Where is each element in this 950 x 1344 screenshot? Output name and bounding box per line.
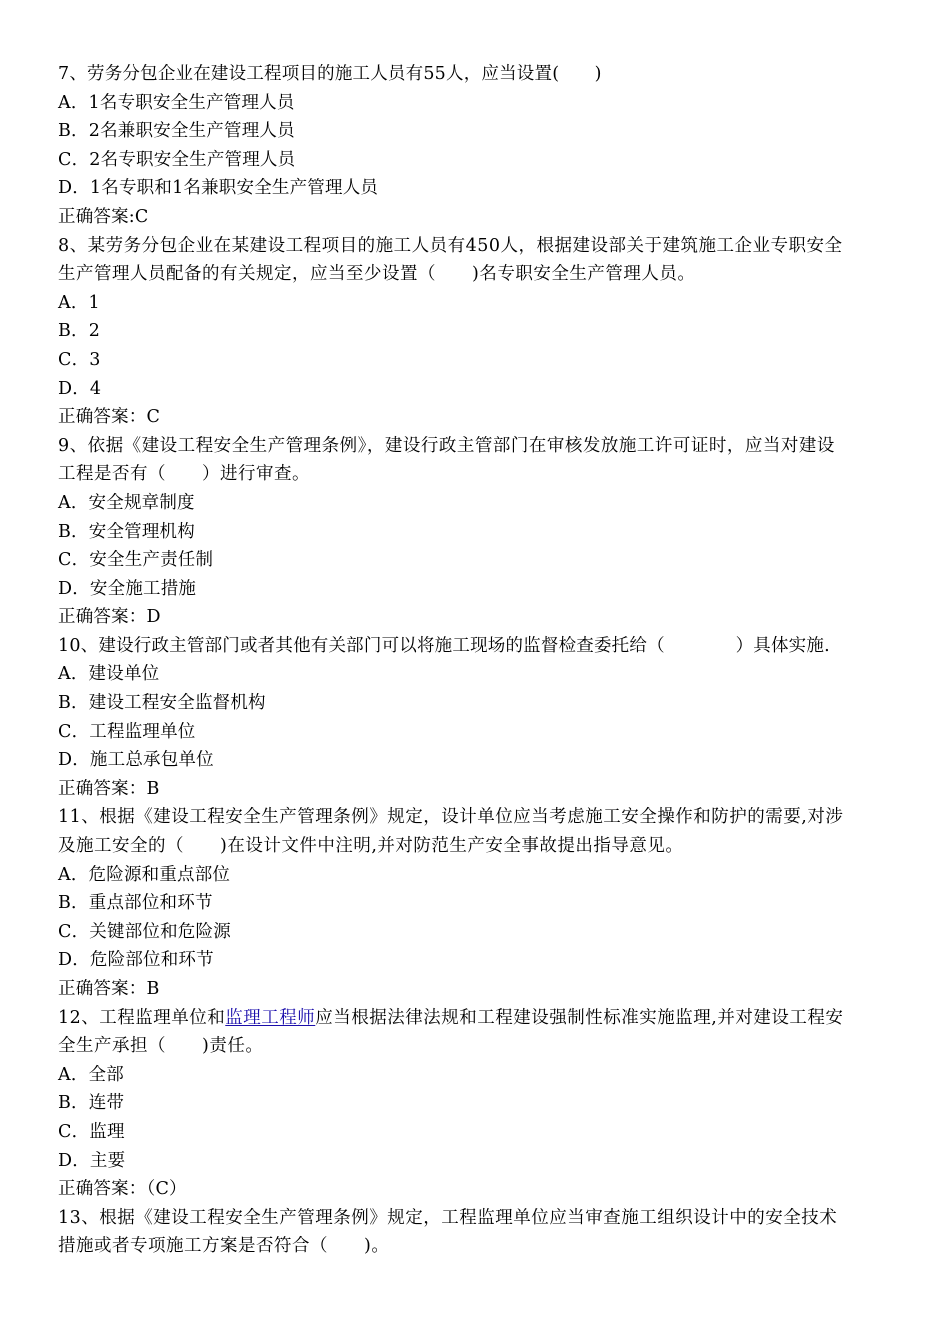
question-7-option-c: C．2名专职安全生产管理人员 <box>58 149 296 170</box>
question-11-option-b: B．重点部位和环节 <box>58 893 213 914</box>
supervising-engineer-link[interactable]: 监理工程师 <box>225 1007 316 1028</box>
question-9-option-a: A．安全规章制度 <box>58 492 195 513</box>
question-11-option-c: C．关键部位和危险源 <box>58 921 231 942</box>
question-9-stem-line-1: 9、依据《建设工程安全生产管理条例》，建设行政主管部门在审核发放施工许可证时，应当对建设 <box>58 435 835 456</box>
question-12-stem-prefix: 12、工程监理单位和 <box>58 1007 226 1028</box>
question-12-option-a: A．全部 <box>58 1064 124 1085</box>
question-12-option-c: C．监理 <box>58 1121 125 1142</box>
question-11-option-d: D．危险部位和环节 <box>58 950 214 971</box>
question-12-answer: 正确答案：（C） <box>58 1179 187 1200</box>
question-11-answer: 正确答案：B <box>58 979 160 999</box>
question-12-stem-line-2: 全生产承担（ )责任。 <box>58 1036 264 1057</box>
question-10-option-d: D．施工总承包单位 <box>58 750 214 771</box>
question-7-option-a: A．1名专职安全生产管理人员 <box>58 92 295 113</box>
question-8-option-b: B．2 <box>58 321 101 342</box>
question-12-stem-suffix: 应当根据法律法规和工程建设强制性标准实施监理,并对建设工程安 <box>315 1007 844 1028</box>
question-9-option-d: D．安全施工措施 <box>58 578 197 599</box>
question-10-answer: 正确答案：B <box>58 778 160 799</box>
question-11-stem-line-2: 及施工安全的（ )在设计文件中注明,并对防范生产安全事故提出指导意见。 <box>58 836 684 857</box>
question-9-answer: 正确答案：D <box>58 607 161 628</box>
question-7-answer: 正确答案:C <box>58 206 149 227</box>
question-13-stem-line-2: 措施或者专项施工方案是否符合（ )。 <box>58 1236 390 1257</box>
question-8-answer: 正确答案：C <box>58 407 161 428</box>
question-8-stem-line-2: 生产管理人员配备的有关规定，应当至少设置（ )名专职安全生产管理人员。 <box>58 264 696 285</box>
question-12-option-d: D．主要 <box>58 1150 126 1171</box>
question-12-option-b: B．连带 <box>58 1093 125 1114</box>
question-11-option-a: A．危险源和重点部位 <box>58 864 231 885</box>
question-7-option-d: D．1名专职和1名兼职安全生产管理人员 <box>58 178 379 199</box>
question-10-option-c: C．工程监理单位 <box>58 721 196 742</box>
question-10-option-b: B．建设工程安全监督机构 <box>58 693 266 714</box>
question-8-stem-line-1: 8、某劳务分包企业在某建设工程项目的施工人员有450人，根据建设部关于建筑施工企业专职安全 <box>58 235 843 256</box>
question-11-stem-line-1: 11、根据《建设工程安全生产管理条例》规定，设计单位应当考虑施工安全操作和防护的需要,对涉 <box>58 807 844 828</box>
question-10-option-a: A．建设单位 <box>58 664 160 685</box>
question-8-option-c: C．3 <box>58 349 101 370</box>
question-13-stem-line-1: 13、根据《建设工程安全生产管理条例》规定，工程监理单位应当审查施工组织设计中的安全技术 <box>58 1207 838 1228</box>
question-12-stem-line-1 <box>58 1004 892 1033</box>
question-9-option-b: B．安全管理机构 <box>58 521 195 542</box>
question-7-stem: 7、劳务分包企业在建设工程项目的施工人员有55人，应当设置( ) <box>58 64 602 84</box>
question-8-option-d: D．4 <box>58 378 102 399</box>
question-7-option-b: B．2名兼职安全生产管理人员 <box>58 121 295 142</box>
question-9-option-c: C．安全生产责任制 <box>58 550 214 571</box>
question-10-stem: 10、建设行政主管部门或者其他有关部门可以将施工现场的监督检查委托给（ ）具体实施. <box>58 635 830 656</box>
question-8-option-a: A．1 <box>58 292 100 313</box>
question-9-stem-line-2: 工程是否有（ ）进行审查。 <box>58 464 310 485</box>
